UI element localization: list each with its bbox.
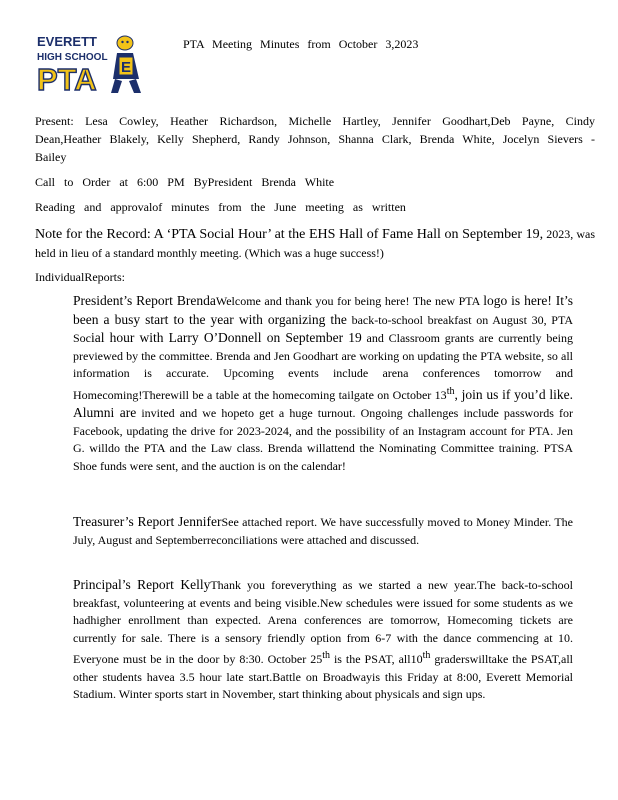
present-names: Lesa Cowley, Heather Richardson, Michelle Hartley, Jennifer Goodhart,Deb Payne, Cindy Dean,Heather Blakely, Kelly Shepherd, Randy Johnson, Shanna Clark, Brenda White, Jocelyn Sievers -Bailey	[35, 114, 595, 164]
principal-text-1: Thank you foreverything as we started a new year.The back-to-school breakfast, volunteering at events and being visible.New schedules were issued for some students as we hadhigher enrollment than expected. Arena conferences are tomorrow, Homecoming tickets are currently for sale. There is a sensory friendly option from 6-7 with the dance commencing at 10. Everyone must be in the door by 8:30. October 25	[73, 578, 574, 666]
president-text-1: Welcome and thank you for being here! The new PTA	[215, 294, 480, 308]
reading-of-minutes: Reading and approvalof minutes from the June meeting as written	[35, 200, 406, 214]
president-big-1: logo is here! It’s been a busy start to the year with organizing the	[73, 293, 573, 327]
everett-pta-logo	[37, 33, 143, 97]
logo-line-1: EVERETT	[37, 34, 97, 49]
page-title: PTA Meeting Minutes from October 3,2023	[183, 37, 419, 51]
individual-reports-label: IndividualReports:	[35, 270, 125, 284]
principal-text-3: graderswilltake the PSAT,all other students havea 3.5 hour late start.Battle on Broadwayis this Friday at 8:00, Everett Memorial Stadium. Winter sports start in November, start thinking about physicals and sign ups.	[73, 652, 574, 701]
call-to-order: Call to Order at 6:00 PM ByPresident Brenda White	[35, 175, 335, 189]
logo-line-3: PTA	[37, 62, 97, 97]
logo-line-2: HIGH SCHOOL	[37, 52, 108, 63]
present-label: Present:	[35, 114, 74, 128]
president-big-3: , join us if you’d like. Alumni are	[73, 386, 573, 420]
president-report	[73, 292, 573, 475]
principal-sup-1: th	[322, 650, 330, 661]
president-report-title: President’s Report Brenda	[73, 293, 216, 308]
president-big-2: ial hour with Larry O’Donnell on September 19	[91, 330, 362, 345]
treasurer-report-title: Treasurer’s Report Jennifer	[73, 514, 222, 529]
treasurer-report	[73, 513, 573, 549]
mascot-icon	[111, 36, 141, 93]
logo-graphic	[37, 33, 143, 97]
note-rest: 2023, was held in lieu of a standard monthly meeting. (Which was a huge success!)	[35, 227, 595, 260]
attendees-paragraph	[35, 112, 595, 166]
principal-report	[73, 576, 573, 704]
president-sup: th	[446, 385, 455, 397]
principal-report-title: Principal’s Report Kelly	[73, 577, 211, 592]
svg-text:E: E	[121, 59, 132, 76]
note-for-record	[35, 225, 595, 262]
principal-sup-2: th	[422, 650, 431, 661]
president-text-3: and Classroom grants are currently being previewed by the committee. Brenda and Jen Goodhart are working on updating the PTA website, so all information is accurate. Upcoming events include arena conferences tomorrow and Homecoming!Therewill be a table at the homecoming tailgate on October 13	[73, 331, 573, 402]
president-text-2: back-to-school breakfast on August 30, PTA Soc	[73, 312, 573, 345]
note-lead: Note for the Record: A ‘PTA Social Hour’ at the EHS Hall of Fame Hall on September 19,	[35, 227, 544, 242]
principal-text-2: is the PSAT, all10	[330, 652, 423, 666]
president-text-4: invited and we hopeto get a huge turnout. Ongoing challenges include passwords for Facebook, updating the drive for 2023-2024, and the possibility of an Instagram account for PTA. Jen G. willdo the PTA and the Law class. Brenda willattend the Nominating Committee training. PTSA Shoe funds were sent, and the auction is on the calendar!	[73, 406, 573, 473]
treasurer-text: See attached report. We have successfully moved to Money Minder. The July, August and Septemberreconciliations were attached and discussed.	[73, 515, 574, 547]
